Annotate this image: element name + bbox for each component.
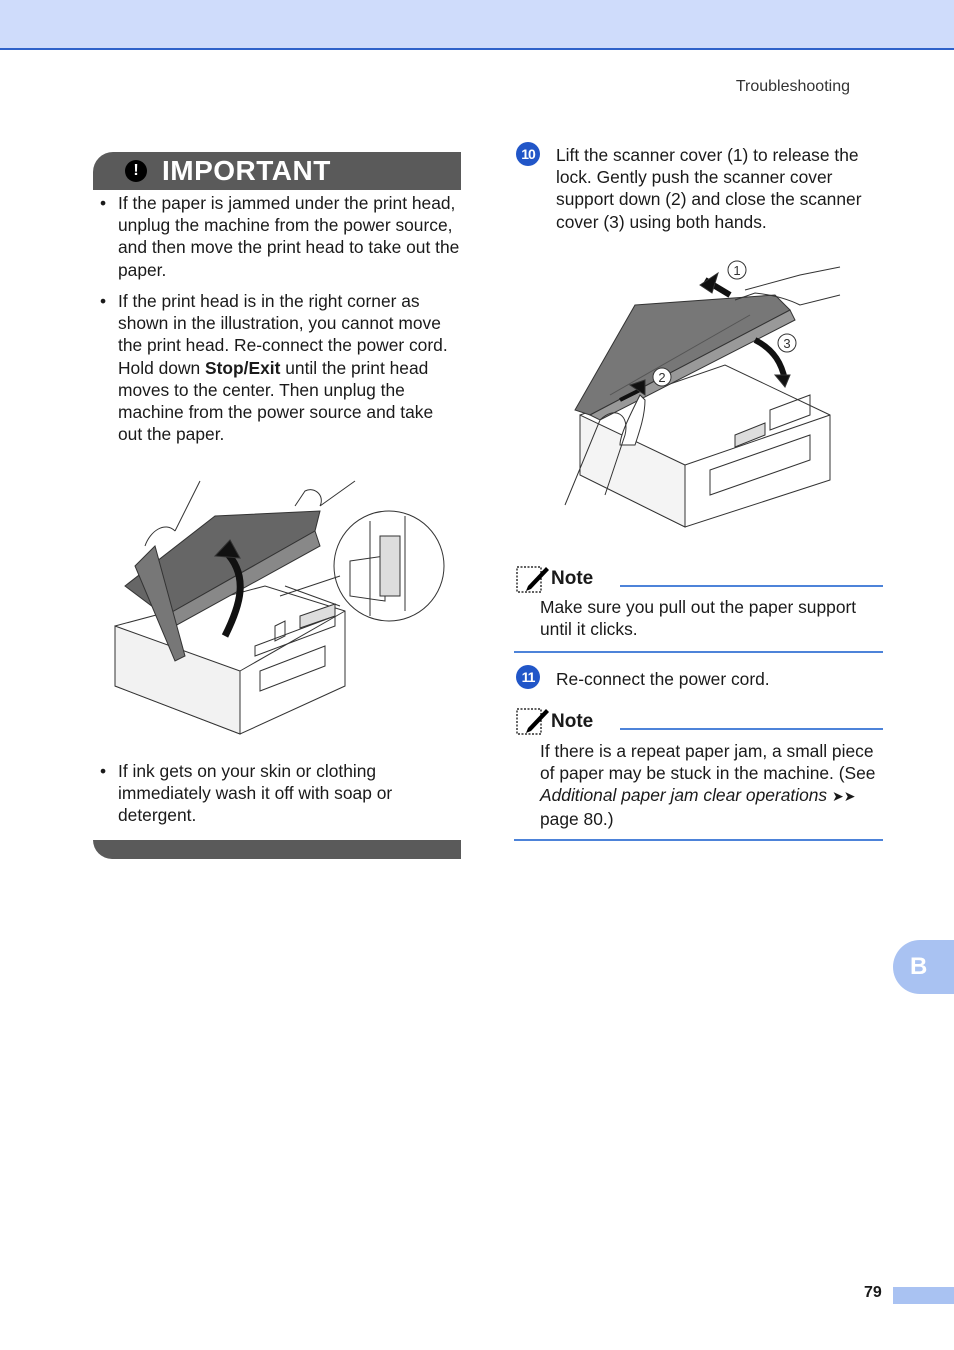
page-number-bar: [893, 1287, 954, 1304]
top-color-band: [0, 0, 954, 50]
note-1-text: Make sure you pull out the paper support until it clicks.: [540, 597, 857, 640]
important-bullet-2: • If the print head is in the right corner as shown in the illustration, you cannot move the print head. Re-connect the power cord. Hold down Stop/Exit until the print head moves to the center. Then unplug the machine from the power source and take out the paper.: [100, 291, 448, 445]
note-1-label: Note: [551, 568, 594, 589]
page-number: 79: [864, 1284, 882, 1301]
bullet-dot: •: [100, 761, 107, 781]
step-11-number: 11: [516, 665, 540, 689]
bullet-dot: •: [100, 291, 107, 311]
important-header: [93, 152, 461, 190]
step-10-number: 10: [516, 142, 540, 166]
note-pencil-icon: [516, 706, 550, 736]
close-scanner-cover-illustration: [560, 255, 850, 535]
chapter-tab: B: [893, 940, 954, 994]
step-11-text: Re-connect the power cord.: [556, 669, 770, 689]
important-bullet-3: • If ink gets on your skin or clothing immediately wash it off with soap or detergent.: [100, 761, 393, 826]
running-header: Troubleshooting: [735, 78, 850, 95]
important-bullet-1: • If the paper is jammed under the print head, unplug the machine from the power source, and then move the print head to take out the paper.: [100, 193, 460, 280]
printer-open-cover-illustration: [105, 476, 450, 741]
note-pencil-icon: [516, 564, 550, 594]
exclamation-icon: !: [125, 160, 147, 182]
callout-2: 2: [658, 370, 666, 385]
note-2-bottom-rule: [514, 839, 883, 841]
note-1-top-rule: [620, 585, 883, 587]
double-arrow-icon: ➤➤: [831, 788, 856, 805]
important-title: IMPORTANT: [162, 155, 331, 186]
note-2-text: If there is a repeat paper jam, a small piece of paper may be stuck in the machine. (See Additional paper jam clear operations ➤➤ page 80.): [540, 741, 876, 829]
callout-1: 1: [733, 263, 741, 278]
step-10-text: Lift the scanner cover (1) to release the lock. Gently push the scanner cover support down (2) and close the scanner cover (3) using both hands.: [556, 145, 862, 232]
note-2-top-rule: [620, 728, 883, 730]
callout-3: 3: [783, 336, 791, 351]
bullet-dot: •: [100, 193, 107, 213]
note-2-label: Note: [551, 711, 594, 732]
important-footer-bar: [93, 840, 461, 859]
note-1-bottom-rule: [514, 651, 883, 653]
